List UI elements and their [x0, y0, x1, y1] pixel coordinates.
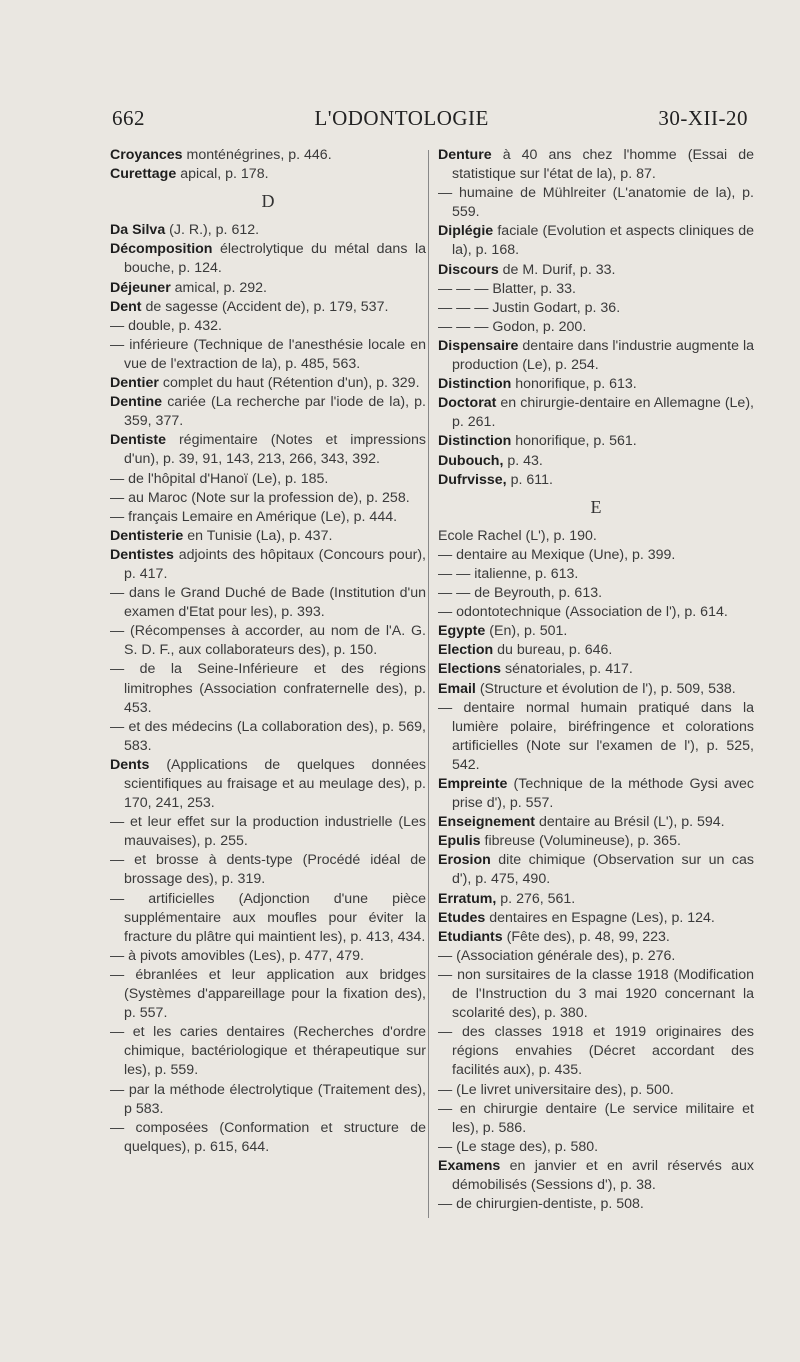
entry-headword: Dentier — [110, 375, 159, 392]
index-subentry — [438, 1138, 754, 1157]
index-subentry — [438, 1023, 754, 1080]
entry-text: — composées (Conformation et structure de quelques), p. 615, 644. — [110, 1119, 426, 1155]
entry-text: p. 276, 561. — [500, 890, 576, 907]
index-subentry — [110, 489, 426, 508]
entry-headword: Dufrvisse, — [438, 471, 507, 488]
index-subentry — [438, 318, 754, 337]
entry-headword: Erratum, — [438, 890, 497, 907]
index-subentry — [110, 1081, 426, 1119]
entry-text: — inférieure (Technique de l'anesthésie locale en vue de l'extraction de la), p. 485, 563. — [110, 336, 426, 372]
index-entry — [110, 374, 426, 393]
entry-headword: Dentisterie — [110, 527, 184, 544]
index-entry — [438, 394, 754, 432]
index-subentry — [110, 813, 426, 851]
index-subentry — [438, 184, 754, 222]
entry-headword: Discours — [438, 261, 499, 278]
index-subentry — [110, 851, 426, 889]
index-subentry — [110, 317, 426, 336]
index-subentry — [438, 947, 754, 966]
entry-headword: Distinction — [438, 376, 512, 393]
index-subentry — [438, 1195, 754, 1214]
index-entry — [438, 775, 754, 813]
entry-text: apical, p. 178. — [180, 166, 269, 183]
entry-text: — odontotechnique (Association de l'), p. 614. — [438, 604, 728, 621]
entry-headword: Dispensaire — [438, 337, 519, 354]
entry-headword: Curettage — [110, 166, 177, 183]
index-subentry — [110, 336, 426, 374]
entry-headword: Déjeuner — [110, 279, 171, 296]
page-header — [112, 106, 748, 131]
index-entry — [110, 146, 426, 165]
index-entry — [438, 890, 754, 909]
index-column-right — [438, 146, 754, 1214]
entry-text: — de l'hôpital d'Hanoï (Le), p. 185. — [110, 470, 329, 487]
index-subentry — [110, 966, 426, 1023]
index-entry — [438, 452, 754, 471]
entry-text: — dentaire normal humain pratiqué dans la lumière polaire, biréfringence et colorations artificielles (Note sur l'examen de l'), p. 525, 542. — [438, 699, 754, 773]
entry-text: — de chirurgien-dentiste, p. 508. — [438, 1196, 644, 1213]
entry-headword: Doctorat — [438, 395, 497, 412]
entry-text: — — de Beyrouth, p. 613. — [438, 585, 603, 602]
entry-text: — (Récompenses à accorder, au nom de l'A. G. S. D. F., aux collaborateurs des), p. 150. — [110, 623, 426, 659]
entry-text: — non sursitaires de la classe 1918 (Modification de l'Instruction du 3 mai 1920 concernant la scolarité des), p. 380. — [438, 966, 754, 1022]
section-letter: D — [261, 191, 275, 212]
entry-headword: Examens — [438, 1157, 501, 1174]
entry-text: monténégrines, p. 446. — [186, 147, 332, 163]
entry-headword: Dubouch, — [438, 452, 504, 469]
column-divider — [428, 150, 429, 1218]
index-entry — [438, 337, 754, 375]
index-entry — [438, 622, 754, 641]
entry-text: — français Lemaire en Amérique (Le), p. 444. — [110, 508, 398, 525]
entry-text: (Applications de quelques données scientifiques au fraisage et au meulage des), p. 170, 241, 253. — [124, 756, 426, 812]
index-entry — [110, 298, 426, 317]
entry-headword: Empreinte — [438, 776, 508, 792]
index-entry — [438, 1157, 754, 1195]
entry-headword: Etudiants — [438, 928, 503, 945]
entry-text: (Structure et évolution de l'), p. 509, 538. — [479, 680, 736, 697]
index-subentry — [438, 565, 754, 584]
entry-text: — et les caries dentaires (Recherches d'ordre chimique, bactériologique et thérapeutique sur les), p. 559. — [110, 1024, 426, 1079]
entry-text: Ecole Rachel (L'), p. 190. — [438, 527, 597, 544]
entry-text: — humaine de Mühlreiter (L'anatomie de la), p. 559. — [438, 185, 754, 221]
entry-text: faciale (Evolution et aspects cliniques de la), p. 168. — [452, 223, 754, 259]
entry-headword: Erosion — [438, 852, 491, 869]
entry-text: — double, p. 432. — [110, 317, 223, 334]
index-entry — [438, 813, 754, 832]
index-entry — [110, 240, 426, 278]
entry-text: fibreuse (Volumineuse), p. 365. — [484, 833, 681, 850]
entry-text: — à pivots amovibles (Les), p. 477, 479. — [110, 947, 364, 964]
entry-text: sénatoriales, p. 417. — [505, 661, 633, 678]
entry-text: — artificielles (Adjonction d'une pièce supplémentaire aux moufles pour éviter la fracture du plâtre qui maintient les), p. 413, 434. — [110, 890, 426, 945]
entry-headword: Diplégie — [438, 223, 494, 240]
index-entry — [438, 641, 754, 660]
index-entry — [438, 222, 754, 260]
entry-text: de M. Durif, p. 33. — [502, 261, 616, 278]
index-subentry — [438, 584, 754, 603]
entry-text: — au Maroc (Note sur la profession de), p. 258. — [110, 489, 410, 506]
entry-headword: Elections — [438, 661, 502, 678]
index-subentry — [110, 622, 426, 660]
index-subentry — [110, 584, 426, 622]
journal-title: L'ODONTOLOGIE — [314, 106, 489, 130]
entry-text: régimentaire (Notes et impressions d'un), p. 39, 91, 143, 213, 266, 343, 392. — [124, 432, 426, 468]
entry-text: — (Association générale des), p. 276. — [438, 947, 676, 964]
entry-text: (Fête des), p. 48, 99, 223. — [506, 928, 670, 945]
entry-headword: Dentiste — [110, 432, 166, 449]
index-entry — [438, 471, 754, 490]
entry-text: à 40 ans chez l'homme (Essai de statistique sur l'état de la), p. 87. — [452, 147, 754, 183]
index-entry — [438, 375, 754, 394]
entry-text: complet du haut (Rétention d'un), p. 329. — [162, 375, 420, 392]
index-subentry — [438, 699, 754, 775]
entry-headword: Croyances — [110, 147, 183, 163]
index-entry — [438, 146, 754, 184]
issue-date: 30-XII-20 — [658, 106, 748, 130]
index-subentry — [110, 947, 426, 966]
index-entry — [110, 221, 426, 240]
entry-headword: Dentistes — [110, 546, 174, 563]
entry-text: — dentaire au Mexique (Une), p. 399. — [438, 546, 676, 563]
entry-text: dite chimique (Observation sur un cas d'), p. 475, 490. — [452, 852, 754, 888]
entry-text: du bureau, p. 646. — [497, 642, 613, 659]
index-entry — [438, 832, 754, 851]
index-entry — [110, 546, 426, 584]
index-entry — [438, 680, 754, 699]
index-entry — [110, 279, 426, 298]
index-entry — [438, 928, 754, 947]
index-subentry — [110, 718, 426, 756]
entry-text: amical, p. 292. — [174, 279, 267, 296]
index-entry — [110, 393, 426, 431]
entry-text: dentaire dans l'industrie augmente la production (Le), p. 254. — [452, 337, 754, 374]
entry-text: — en chirurgie dentaire (Le service militaire et les), p. 586. — [438, 1100, 754, 1136]
entry-headword: Dentine — [110, 394, 163, 411]
index-subentry — [438, 966, 754, 1023]
entry-text: (En), p. 501. — [489, 623, 568, 640]
entry-headword: Denture — [438, 147, 492, 163]
index-subentry — [110, 1023, 426, 1080]
index-subentry — [110, 1119, 426, 1157]
index-entry — [438, 909, 754, 928]
entry-text: en chirurgie-dentaire en Allemagne (Le), p. 261. — [452, 395, 754, 431]
entry-text: p. 611. — [510, 471, 553, 488]
index-subentry — [438, 280, 754, 299]
index-entry — [438, 261, 754, 280]
index-subentry — [110, 890, 426, 947]
section-letter: E — [590, 496, 602, 517]
entry-headword: Dents — [110, 756, 150, 773]
entry-text: électrolytique du métal dans la bouche, p. 124. — [124, 241, 426, 277]
entry-text: — et des médecins (La collaboration des), p. 569, 583. — [110, 718, 426, 754]
entry-text: — — — Justin Godart, p. 36. — [438, 299, 621, 316]
entry-text: adjoints des hôpitaux (Concours pour), p. 417. — [124, 546, 426, 582]
entry-headword: Epulis — [438, 833, 481, 850]
index-subentry — [438, 546, 754, 565]
entry-headword: Etudes — [438, 909, 486, 926]
entry-headword: Egypte — [438, 623, 486, 640]
entry-text: (J. R.), p. 612. — [169, 222, 260, 239]
entry-text: dentaires en Espagne (Les), p. 124. — [489, 909, 715, 926]
index-entry — [110, 527, 426, 546]
index-subentry — [110, 660, 426, 717]
entry-text: — (Le livret universitaire des), p. 500. — [438, 1081, 674, 1098]
index-subentry — [110, 470, 426, 489]
index-entry — [438, 851, 754, 889]
entry-text: honorifique, p. 613. — [515, 376, 637, 393]
index-entry — [438, 432, 754, 451]
entry-headword: Da Silva — [110, 222, 166, 239]
entry-text: — des classes 1918 et 1919 originaires des régions envahies (Décret accordant des facilités aux), p. 435. — [438, 1024, 754, 1079]
entry-text: — (Le stage des), p. 580. — [438, 1138, 599, 1155]
entry-headword: Décomposition — [110, 241, 213, 258]
entry-text: dentaire au Brésil (L'), p. 594. — [538, 814, 725, 831]
index-entry — [438, 527, 754, 546]
entry-text: p. 43. — [507, 452, 543, 469]
index-subentry — [438, 1081, 754, 1100]
entry-text: honorifique, p. 561. — [515, 433, 637, 450]
entry-text: cariée (La recherche par l'iode de la), p. 359, 377. — [124, 394, 426, 430]
index-subentry — [438, 603, 754, 622]
entry-text: — et brosse à dents-type (Procédé idéal de brossage des), p. 319. — [110, 852, 426, 888]
entry-headword: Distinction — [438, 433, 512, 450]
index-entry — [110, 431, 426, 469]
entry-text: de sagesse (Accident de), p. 179, 537. — [145, 298, 389, 315]
index-subentry — [438, 299, 754, 318]
entry-text: — ébranlées et leur application aux bridges (Systèmes d'appareillage pour la fixation des), p. 557. — [110, 966, 426, 1022]
entry-text: — — italienne, p. 613. — [438, 565, 579, 582]
entry-headword: Enseignement — [438, 814, 535, 831]
entry-headword: Dent — [110, 298, 142, 315]
index-subentry — [438, 1100, 754, 1138]
entry-headword: Election — [438, 642, 494, 659]
entry-headword: Email — [438, 680, 476, 697]
entry-text: — — — Godon, p. 200. — [438, 318, 587, 335]
entry-text: — et leur effet sur la production industrielle (Les mauvaises), p. 255. — [110, 814, 426, 850]
page-number: 662 — [112, 106, 145, 130]
entry-text: — dans le Grand Duché de Bade (Institution d'un examen d'Etat pour les), p. 393. — [110, 585, 426, 621]
index-subentry — [110, 508, 426, 527]
index-column-left — [110, 146, 426, 1157]
entry-text: — par la méthode électrolytique (Traitement des), p 583. — [110, 1081, 426, 1117]
entry-text: en janvier et en avril réservés aux démobilisés (Sessions d'), p. 38. — [452, 1157, 754, 1193]
entry-text: en Tunisie (La), p. 437. — [187, 527, 333, 544]
entry-text: — — — Blatter, p. 33. — [438, 280, 576, 297]
index-entry — [110, 756, 426, 813]
entry-text: (Technique de la méthode Gysi avec prise d'), p. 557. — [452, 776, 754, 812]
entry-text: — de la Seine-Inférieure et des régions limitrophes (Association confraternelle des), p. 453. — [110, 661, 426, 716]
index-entry — [110, 165, 426, 184]
index-entry — [438, 660, 754, 679]
